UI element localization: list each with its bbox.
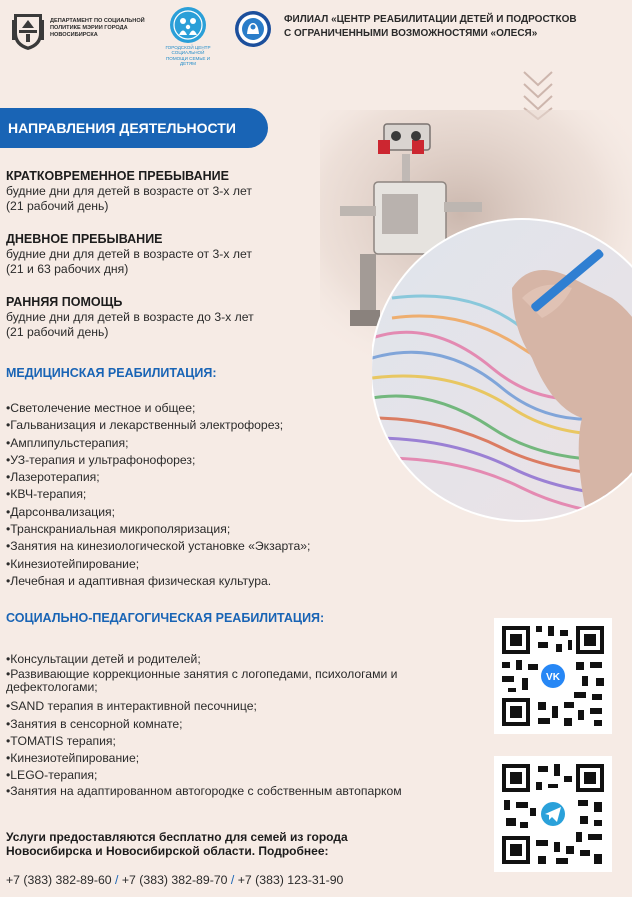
list-item: • Гальванизация и лекарственный электрофорез; [6, 417, 310, 434]
phone-separator: / [227, 873, 238, 887]
list-item: • Транскраниальная микрополяризация; [6, 521, 310, 538]
list-item: • Занятия на кинезиологической установке «Экзарта»; [6, 538, 310, 555]
list-item: • TOMATIS терапия; [6, 733, 426, 750]
list-item: • Занятия на адаптированном автогородке с собственным автопарком [6, 785, 426, 798]
list-item: • Развивающие коррекционные занятия с логопедами, психологами и дефектологами; [6, 668, 426, 694]
activity-day-stay: ДНЕВНОЕ ПРЕБЫВАНИЕ будние дни для детей в возрасте от 3-х лет (21 и 63 рабочих дня) [6, 232, 252, 276]
family-center-logo-icon [168, 5, 208, 45]
list-item: • Кинезиотейпирование; [6, 556, 310, 573]
list-item: • УЗ-терапия и ультрафонофорез; [6, 452, 310, 469]
telegram-qr-code-icon[interactable] [494, 756, 612, 872]
department-text: ДЕПАРТАМЕНТ ПО СОЦИАЛЬНОЙ ПОЛИТИКЕ МЭРИИ ГОРОДА НОВОСИБИРСКА [50, 18, 145, 38]
list-item: • Светолечение местное и общее; [6, 400, 310, 417]
list-item: • Занятия в сенсорной комнате; [6, 716, 426, 733]
social-heading: СОЦИАЛЬНО-ПЕДАГОГИЧЕСКАЯ РЕАБИЛИТАЦИЯ: [6, 611, 325, 625]
activities-banner: НАПРАВЛЕНИЯ ДЕЯТЕЛЬНОСТИ [0, 108, 268, 148]
branch-title: ФИЛИАЛ «ЦЕНТР РЕАБИЛИТАЦИИ ДЕТЕЙ И ПОДРОСТКОВ С ОГРАНИЧЕННЫМИ ВОЗМОЖНОСТЯМИ «ОЛЕСЯ» [284, 14, 577, 39]
novosibirsk-coat-of-arms-icon [10, 10, 46, 52]
list-item: • Лечебная и адаптивная физическая культура. [6, 573, 310, 590]
list-item: • Лазеротерапия; [6, 469, 310, 486]
phone-2[interactable]: +7 (383) 382-89-70 [121, 873, 228, 887]
olesya-logo-icon [234, 10, 272, 48]
social-list [6, 651, 426, 802]
list-item: • КВЧ-терапия; [6, 486, 310, 503]
medical-list [6, 400, 310, 590]
list-item: • LEGO-терапия; [6, 767, 426, 784]
svg-text:VK: VK [546, 672, 560, 683]
header [0, 0, 632, 67]
activity-short-stay: КРАТКОВРЕМЕННОЕ ПРЕБЫВАНИЕ будние дни для детей в возрасте от 3-х лет (21 рабочий день) [6, 169, 252, 213]
phone-3[interactable]: +7 (383) 123-31-90 [237, 873, 344, 887]
center-text: ГОРОДСКОЙ ЦЕНТР СОЦИАЛЬНОЙ ПОМОЩИ СЕМЬЕ И ДЕТЯМ [165, 45, 211, 67]
phone-numbers [6, 872, 343, 888]
medical-heading: МЕДИЦИНСКАЯ РЕАБИЛИТАЦИЯ: [6, 366, 217, 380]
vk-qr-code-icon[interactable] [494, 618, 612, 734]
activity-early-help: РАННЯЯ ПОМОЩЬ будние дни для детей в возрасте до 3-х лет (21 рабочий день) [6, 295, 254, 339]
list-item: • Консультации детей и родителей; [6, 651, 426, 668]
child-drawing-photo [372, 218, 632, 543]
phone-separator: / [111, 873, 122, 887]
list-item: • Кинезиотейпирование; [6, 750, 426, 767]
phone-1[interactable]: +7 (383) 382-89-60 [6, 873, 112, 887]
list-item: • Амплипульстерапия; [6, 435, 310, 452]
list-item: • SAND терапия в интерактивной песочнице; [6, 698, 426, 715]
list-item: • Дарсонвализация; [6, 504, 310, 521]
footer-note: Услуги предоставляются бесплатно для семей из города Новосибирска и Новосибирской области. Подробнее: [6, 830, 348, 858]
